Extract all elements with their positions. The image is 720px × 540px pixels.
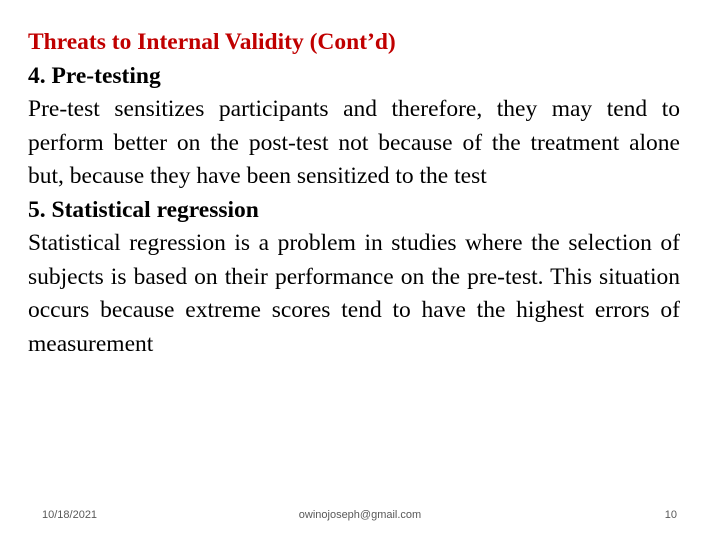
footer-page-number: 10 [664, 509, 677, 521]
section-heading-pre-testing: 4. Pre-testing [28, 62, 161, 89]
section-text-statistical-regression: Statistical regression is a problem in studies where the selection of subjects is based on their performance on the pre-test. This situation occurs because extreme scores tend to have the highest errors of measurement [28, 230, 680, 357]
footer-email: owinojoseph@gmail.com [298, 509, 422, 521]
slide-content [28, 26, 680, 361]
slide-title: Threats to Internal Validity (Cont’d) [28, 29, 396, 55]
section-text-pre-testing: Pre-test sensitizes participants and therefore, they may tend to perform better on the post-test not because of the treatment alone but, because they have been sensitized to the test [28, 96, 680, 189]
section-heading-statistical-regression: 5. Statistical regression [28, 196, 259, 223]
footer-date: 10/18/2021 [42, 509, 98, 521]
